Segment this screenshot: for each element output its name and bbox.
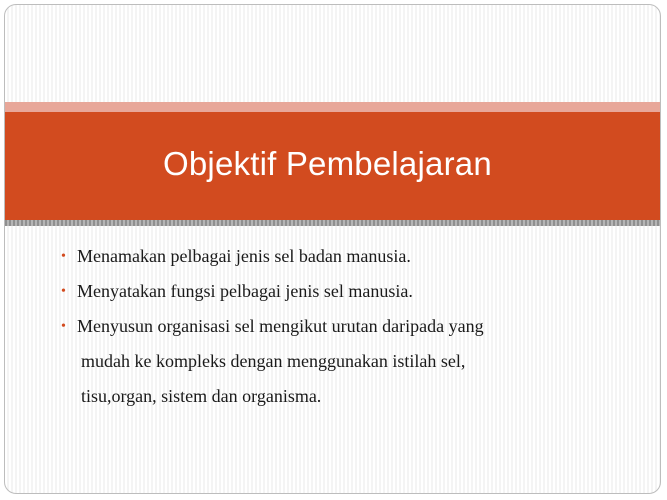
bullet-icon: • (61, 284, 66, 299)
slide (4, 4, 661, 494)
bullet-text-continuation: tisu,organ, sistem dan organisma. (81, 386, 322, 406)
slide-title: Objektif Pembelajaran (163, 145, 492, 182)
bullet-text-continuation: mudah ke kompleks dengan menggunakan istilah sel, (81, 351, 466, 371)
bullet-item (61, 239, 621, 274)
bullet-text: Menamakan pelbagai jenis sel badan manusia. (77, 246, 411, 266)
bullet-icon: • (61, 319, 66, 334)
bullet-item (61, 274, 621, 309)
title-accent-stripe (5, 102, 660, 112)
bullet-icon: • (61, 249, 66, 264)
bullet-text: Menyatakan fungsi pelbagai jenis sel manusia. (77, 281, 413, 301)
bullet-list (61, 239, 621, 414)
title-divider-stripe (5, 220, 660, 226)
bullet-text: Menyusun organisasi sel mengikut urutan daripada yang (77, 316, 484, 336)
bullet-item (61, 309, 621, 414)
